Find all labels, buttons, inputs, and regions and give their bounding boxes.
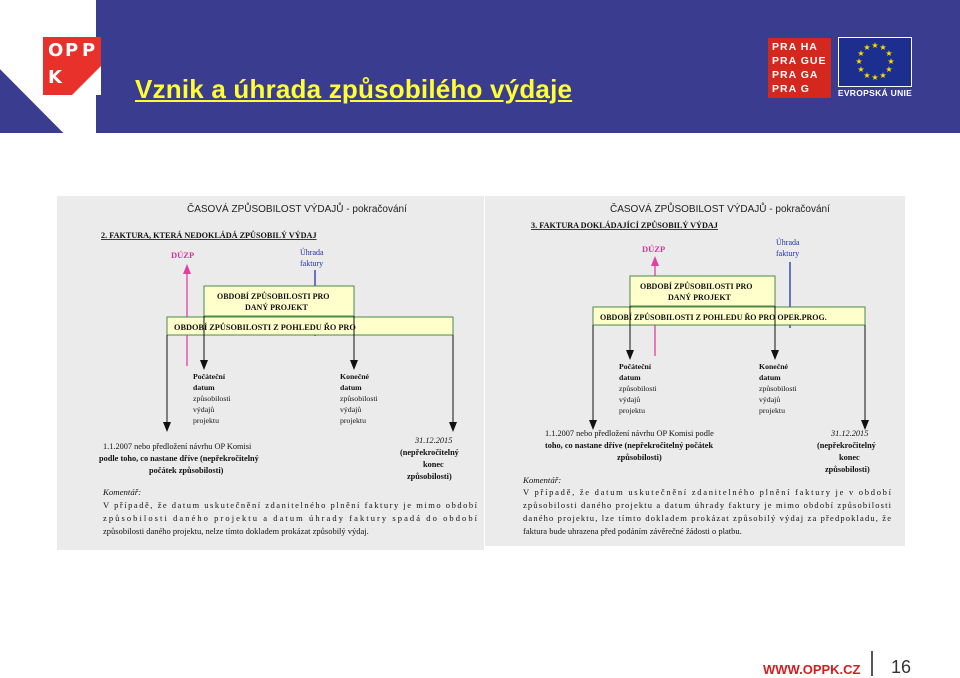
left-start-label: výdajů — [193, 405, 215, 414]
page-number: 16 — [891, 657, 912, 677]
right-proj-start-arrowhead — [626, 350, 634, 360]
right-uhrada-label: Úhrada — [776, 238, 800, 247]
oppk-logo — [43, 37, 101, 95]
right-start-label: způsobilosti — [619, 384, 657, 393]
right-end-label: výdajů — [759, 395, 781, 404]
left-box-project-text: OBDOBÍ ZPŮSOBILOSTI PRO — [217, 292, 330, 301]
left-heading: ČASOVÁ ZPŮSOBILOST VÝDAJŮ - pokračování — [187, 204, 407, 215]
left-comment-line: způsobilosti daného projektu, nelze tímto dokladem prokázat způsobilý výdaj. — [103, 526, 369, 536]
praha-logo-line: PRA GA — [772, 69, 819, 81]
right-start-label: projektu — [619, 406, 645, 415]
left-start-label: projektu — [193, 416, 219, 425]
right-comment-title: Komentář: — [523, 475, 562, 485]
right-start-label: datum — [619, 373, 641, 382]
left-end-label: způsobilosti — [340, 394, 378, 403]
left-subheading: 2. FAKTURA, KTERÁ NEDOKLÁDÁ ZPŮSOBILÝ VÝDAJ — [101, 231, 317, 240]
right-start-date: způsobilosti) — [617, 453, 662, 462]
left-end-date: způsobilosti) — [407, 472, 452, 481]
right-proj-end-arrowhead — [771, 350, 779, 360]
page-title: Vznik a úhrada způsobilého výdaje — [135, 74, 573, 104]
right-subheading: 3. FAKTURA DOKLÁDAJÍCÍ ZPŮSOBILÝ VÝDAJ — [531, 221, 718, 230]
left-box-ro-text: OBDOBÍ ZPŮSOBILOSTI Z POHLEDU ŘO PRO — [174, 323, 356, 332]
right-comment-line: V případě, že datum uskutečnění zdanitelného plnění faktury je v období — [523, 487, 891, 497]
logo-letter: P — [82, 40, 96, 61]
eu-logo — [836, 37, 914, 99]
left-start-date: počátek způsobilosti) — [149, 466, 224, 475]
svg-text:★: ★ — [871, 41, 879, 50]
svg-text:★: ★ — [871, 73, 879, 82]
diagram-left — [57, 196, 484, 550]
left-end-date: 31.12.2015 — [415, 436, 453, 445]
praha-logo-line: PRA GUE — [772, 55, 827, 67]
eu-flag-icon — [838, 37, 912, 87]
left-start-arrowhead — [163, 422, 171, 432]
right-end-date: způsobilosti) — [825, 465, 870, 474]
eu-caption: EVROPSKÁ UNIE — [837, 88, 913, 98]
svg-text:★: ★ — [879, 71, 887, 80]
right-heading: ČASOVÁ ZPŮSOBILOST VÝDAJŮ - pokračování — [610, 204, 830, 215]
left-duzp-label: DÚZP — [171, 250, 195, 260]
right-start-date: toho, co nastane dříve (nepřekročitelný počátek — [545, 441, 714, 450]
left-comment-line: způsobilosti daného projektu a datum úhrady faktury spadá do období — [103, 513, 478, 523]
left-start-date: podle toho, co nastane dříve (nepřekročitelný — [99, 454, 259, 463]
svg-text:★: ★ — [887, 57, 895, 66]
right-box-project-text: OBDOBÍ ZPŮSOBILOSTI PRO — [640, 282, 753, 291]
left-start-date: 1.1.2007 nebo předložení návrhu OP Komisi — [103, 442, 252, 451]
svg-text:★: ★ — [885, 65, 893, 74]
diagram-right — [485, 196, 905, 546]
left-end-label: Konečné — [340, 372, 370, 381]
left-start-label: Počáteční — [193, 372, 226, 381]
praha-logo-line: PRA HA — [772, 41, 818, 53]
left-comment-title: Komentář: — [103, 487, 142, 497]
right-end-label: Konečné — [759, 362, 789, 371]
footer-divider — [871, 651, 873, 676]
left-start-label: způsobilosti — [193, 394, 231, 403]
left-end-arrowhead — [449, 422, 457, 432]
left-start-label: datum — [193, 383, 215, 392]
right-start-label: výdajů — [619, 395, 641, 404]
right-end-label: projektu — [759, 406, 785, 415]
right-uhrada-label: faktury — [776, 249, 800, 258]
footer-url: WWW.OPPK.CZ — [763, 662, 861, 677]
svg-text:★: ★ — [879, 43, 887, 52]
right-box-project-text: DANÝ PROJEKT — [668, 293, 731, 302]
left-uhrada-label: Úhrada — [300, 248, 324, 257]
right-end-date: konec — [839, 453, 860, 462]
right-end-label: způsobilosti — [759, 384, 797, 393]
right-start-date: 1.1.2007 nebo předložení návrhu OP Komisi podle — [545, 429, 714, 438]
left-end-date: (nepřekročitelný — [400, 448, 459, 457]
left-end-label: datum — [340, 383, 362, 392]
praha-logo-line: PRA G — [772, 83, 810, 95]
svg-text:★: ★ — [855, 57, 863, 66]
left-proj-start-arrowhead — [200, 360, 208, 370]
right-end-date: 31.12.2015 — [831, 429, 869, 438]
svg-text:★: ★ — [857, 65, 865, 74]
left-box-project-text: DANÝ PROJEKT — [245, 303, 308, 312]
right-duzp-label: DÚZP — [642, 244, 666, 254]
left-end-label: výdajů — [340, 405, 362, 414]
right-comment-line: faktura bude uhrazena před podáním závěrečné žádosti o platbu. — [523, 526, 742, 536]
svg-text:★: ★ — [863, 43, 871, 52]
left-uhrada-label: faktury — [300, 259, 324, 268]
svg-text:★: ★ — [885, 49, 893, 58]
svg-text:★: ★ — [863, 71, 871, 80]
right-start-label: Počáteční — [619, 362, 652, 371]
right-end-label: datum — [759, 373, 781, 382]
left-duzp-arrowhead — [183, 264, 191, 274]
right-box-ro-text: OBDOBÍ ZPŮSOBILOSTI Z POHLEDU ŘO PRO OPER.PROG. — [600, 313, 827, 322]
svg-text:★: ★ — [857, 49, 865, 58]
right-duzp-arrowhead — [651, 256, 659, 266]
right-comment-line: daného projektu, lze tímto dokladem prokázat způsobilý výdaj za předpokladu, že — [523, 513, 891, 523]
logo-letter: K — [48, 67, 62, 88]
left-proj-end-arrowhead — [350, 360, 358, 370]
left-comment-line: V případě, že datum uskutečnění zdanitelného plnění faktury je mimo období — [103, 500, 478, 510]
right-comment-line: způsobilosti daného projektu a datum úhrady faktury je mimo období způsobilosti — [523, 500, 891, 510]
praha-logo — [768, 38, 831, 98]
left-end-label: projektu — [340, 416, 366, 425]
header-banner — [0, 0, 960, 133]
left-end-date: konec — [423, 460, 444, 469]
logo-letter: P — [65, 40, 79, 61]
right-end-date: (nepřekročitelný — [817, 441, 876, 450]
logo-letter: O — [48, 40, 64, 61]
